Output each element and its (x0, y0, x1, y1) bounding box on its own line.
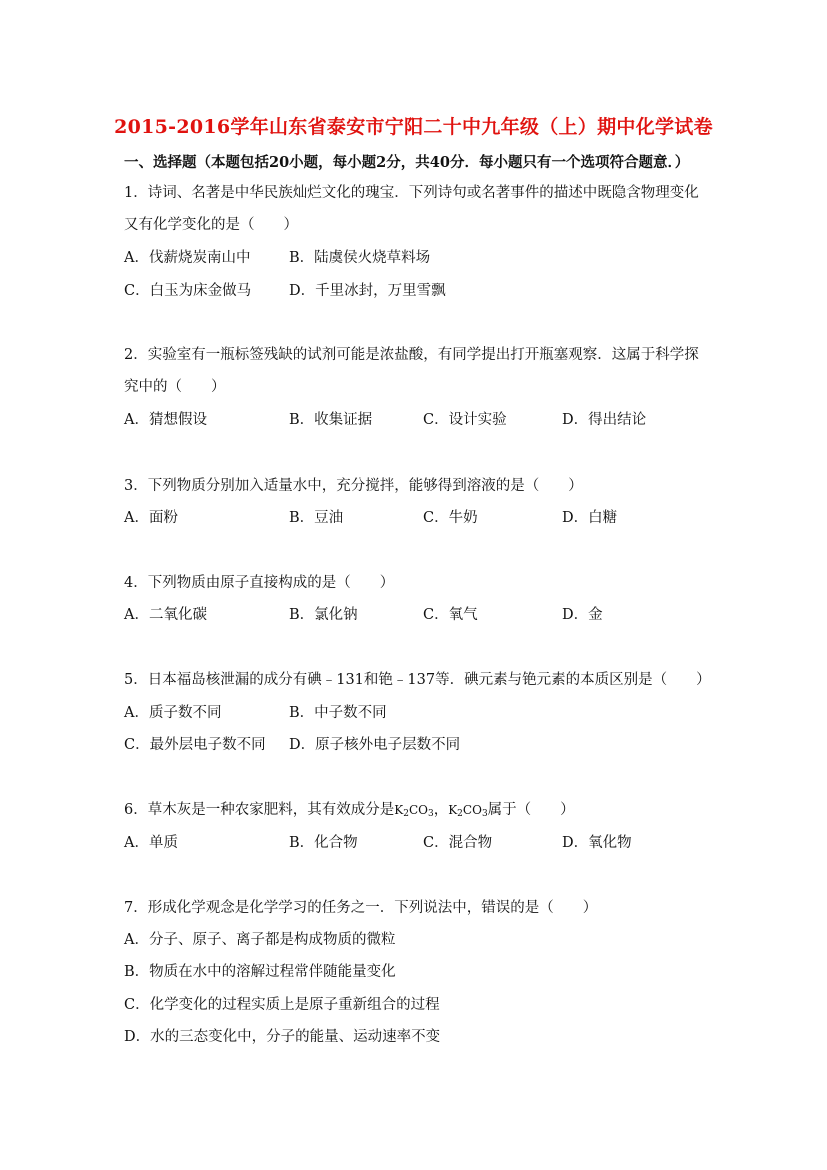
question-6-stem-suffix: 属于（ ） (487, 802, 575, 818)
formula-a-subscript-1: 2 (403, 809, 409, 819)
question-4-stem-line-1: 4．下列物质由原子直接构成的是（ ） (124, 575, 395, 591)
question-6-option-d: D．氧化物 (562, 835, 632, 851)
question-2-option-c: C．设计实验 (423, 412, 507, 428)
question-2-option-d: D．得出结论 (562, 412, 647, 428)
question-5-stem-line-1: 5．日本福岛核泄漏的成分有碘﹣131和铯﹣137等．碘元素与铯元素的本质区别是（ ） (124, 672, 711, 688)
question-7-option-b: B．物质在水中的溶解过程常伴随能量变化 (124, 964, 396, 980)
question-1-option-d: D．千里冰封，万里雪飘 (289, 283, 446, 299)
question-2-stem-line-2: 究中的（ ） (124, 379, 226, 395)
question-3-option-b: B．豆油 (289, 510, 344, 526)
question-1-option-c: C．白玉为床金做马 (124, 283, 252, 299)
question-6-option-b: B．化合物 (289, 835, 358, 851)
question-3-option-d: D．白糖 (562, 510, 618, 526)
formula-a-group-co: CO (408, 803, 428, 817)
question-2-option-a: A．猜想假设 (124, 412, 207, 428)
question-2-stem-line-1: 2．实验室有一瓶标签残缺的试剂可能是浓盐酸，有同学提出打开瓶塞观察．这属于科学探 (124, 347, 699, 363)
formula-b-group-co: CO (462, 803, 482, 817)
question-7-option-a: A．分子、原子、离子都是构成物质的微粒 (124, 932, 396, 948)
question-5-option-d: D．原子核外电子层数不同 (289, 737, 461, 753)
question-1-stem-line-1: 1．诗词、名著是中华民族灿烂文化的瑰宝．下列诗句或名著事件的描述中既隐含物理变化 (124, 185, 699, 201)
formula-k2co3-b (448, 803, 487, 817)
question-7-stem-line-1: 7．形成化学观念是化学学习的任务之一．下列说法中，错误的是（ ） (124, 900, 598, 916)
question-6-option-c: C．混合物 (423, 835, 493, 851)
question-1-option-a: A．伐薪烧炭南山中 (124, 250, 251, 266)
question-7-option-c: C．化学变化的过程实质上是原子重新组合的过程 (124, 997, 440, 1013)
question-2-option-b: B．收集证据 (289, 412, 373, 428)
question-3-stem-line-1: 3．下列物质分别加入适量水中，充分搅拌，能够得到溶液的是（ ） (124, 478, 583, 494)
exam-title: 2015-2016学年山东省泰安市宁阳二十中九年级（上）期中化学试卷 (114, 116, 713, 138)
formula-a-subscript-2: 3 (427, 809, 434, 819)
formula-a-element-k: K (394, 803, 404, 817)
question-6-stem-line-1 (124, 801, 575, 823)
question-1-stem-line-2: 又有化学变化的是（ ） (124, 217, 298, 233)
question-6-separator: ， (433, 802, 449, 818)
formula-b-element-k: K (448, 803, 458, 817)
formula-b-subscript-2: 3 (481, 809, 488, 819)
question-4-option-a: A．二氧化碳 (124, 607, 207, 623)
question-1-option-b: B．陆虞侯火烧草料场 (289, 250, 431, 266)
question-4-option-d: D．金 (562, 607, 603, 623)
formula-k2co3-a (394, 803, 433, 817)
formula-b-subscript-1: 2 (457, 809, 463, 819)
question-5-option-b: B．中子数不同 (289, 705, 387, 721)
question-5-option-a: A．质子数不同 (124, 705, 222, 721)
question-3-option-c: C．牛奶 (423, 510, 478, 526)
question-6-option-a: A．单质 (124, 835, 178, 851)
question-4-option-b: B．氯化钠 (289, 607, 358, 623)
section-heading: 一、选择题（本题包括20小题，每小题2分，共40分．每小题只有一个选项符合题意．） (124, 154, 690, 171)
question-3-option-a: A．面粉 (124, 510, 178, 526)
question-5-option-c: C．最外层电子数不同 (124, 737, 266, 753)
question-7-option-d: D．水的三态变化中，分子的能量、运动速率不变 (124, 1029, 441, 1045)
question-6-stem-prefix: 6．草木灰是一种农家肥料，其有效成分是 (124, 802, 395, 818)
question-4-option-c: C．氧气 (423, 607, 478, 623)
